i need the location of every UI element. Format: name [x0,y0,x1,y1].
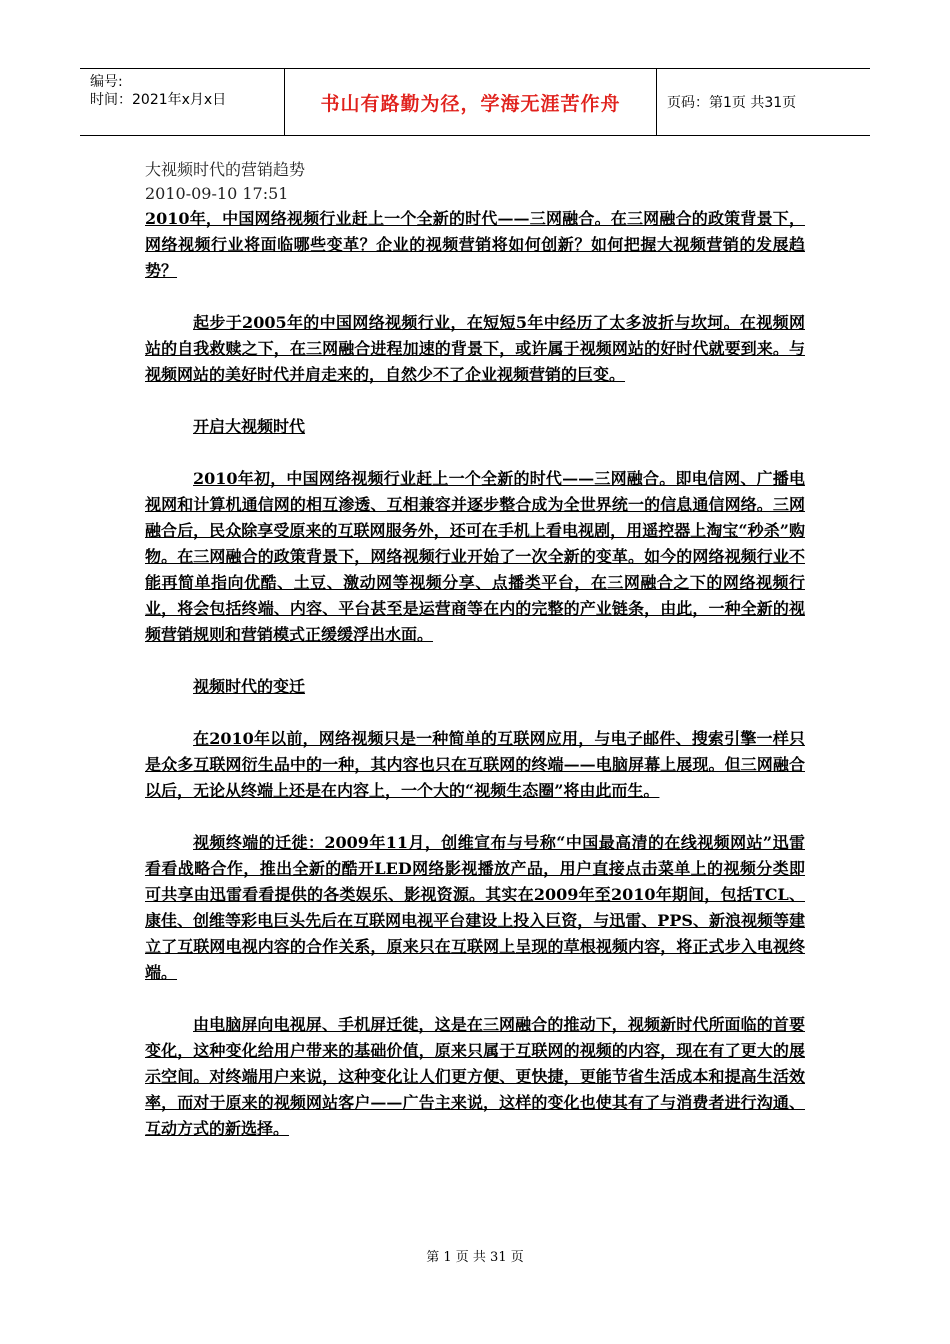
page-header [80,68,870,136]
article-datetime: 2010-09-10 17:51 [145,184,289,203]
body-paragraph: 在2010年以前，网络视频只是一种简单的互联网应用，与电子邮件、搜索引擎一样只是众多互联网衍生品中的一种，其内容也只在互联网的终端——电脑屏幕上展现。但三网融合以后，无论从终端上还是在内容上，一个大的“视频生态圈”将由此而生。 [145,729,805,800]
section-heading: 开启大视频时代 [193,417,306,436]
article [145,158,805,1168]
page-footer: 第 1 页 共 31 页 [426,1250,524,1265]
header-motto: 书山有路勤为径，学海无涯苦作舟 [285,69,657,135]
intro-paragraph: 2010年，中国网络视频行业赶上一个全新的时代——三网融合。在三网融合的政策背景下，网络视频行业将面临哪些变革？企业的视频营销将如何创新？如何把握大视频营销的发展趋势？ [145,209,805,280]
body-paragraph: 起步于2005年的中国网络视频行业，在短短5年中经历了太多波折与坎坷。在视频网站的自我救赎之下，在三网融合进程加速的背景下，或许属于视频网站的好时代就要到来。与视频网站的美好时代并肩走来的，自然少不了企业视频营销的巨变。 [145,313,805,384]
time-label: 时间：2021年x月x日 [90,92,227,108]
article-title: 大视频时代的营销趋势 [145,160,306,179]
body-paragraph: 2010年初，中国网络视频行业赶上一个全新的时代——三网融合。即电信网、广播电视网和计算机通信网的相互渗透、互相兼容并逐步整合成为全世界统一的信息通信网络。三网融合后，民众除享受原来的互联网服务外，还可在手机上看电视剧，用遥控器上淘宝“秒杀”购物。在三网融合的政策背景下，网络视频行业开始了一次全新的变革。如今的网络视频行业不能再简单指向优酷、土豆、激动网等视频分享、点播类平台，在三网融合之下的网络视频行业，将会包括终端、内容、平台甚至是运营商等在内的完整的产业链条，由此，一种全新的视频营销规则和营销模式正缓缓浮出水面。 [145,469,805,644]
number-label: 编号: [90,74,123,90]
section-heading: 视频时代的变迁 [193,677,306,696]
body-paragraph: 由电脑屏向电视屏、手机屏迁徙，这是在三网融合的推动下，视频新时代所面临的首要变化，这种变化给用户带来的基础价值，原来只属于互联网的视频的内容，现在有了更大的展示空间。对终端用户来说，这种变化让人们更方便、更快捷，更能节省生活成本和提高生活效率，而对于原来的视频网站客户——广告主来说，这样的变化也使其有了与消费者进行沟通、互动方式的新选择。 [145,1015,805,1138]
header-page-label: 页码：第1页 共31页 [667,95,797,111]
body-paragraph: 视频终端的迁徙：2009年11月，创维宣布与号称“中国最高清的在线视频网站”迅雷看看战略合作，推出全新的酷开LED网络影视播放产品，用户直接点击菜单上的视频分类即可共享由迅雷看看提供的各类娱乐、影视资源。其实在2009年至2010年期间，包括TCL、康佳、创维等彩电巨头先后在互联网电视平台建设上投入巨资，与迅雷、PPS、新浪视频等建立了互联网电视内容的合作关系，原来只在互联网上呈现的草根视频内容，将正式步入电视终端。 [145,833,805,982]
header-info-cell [80,69,285,135]
